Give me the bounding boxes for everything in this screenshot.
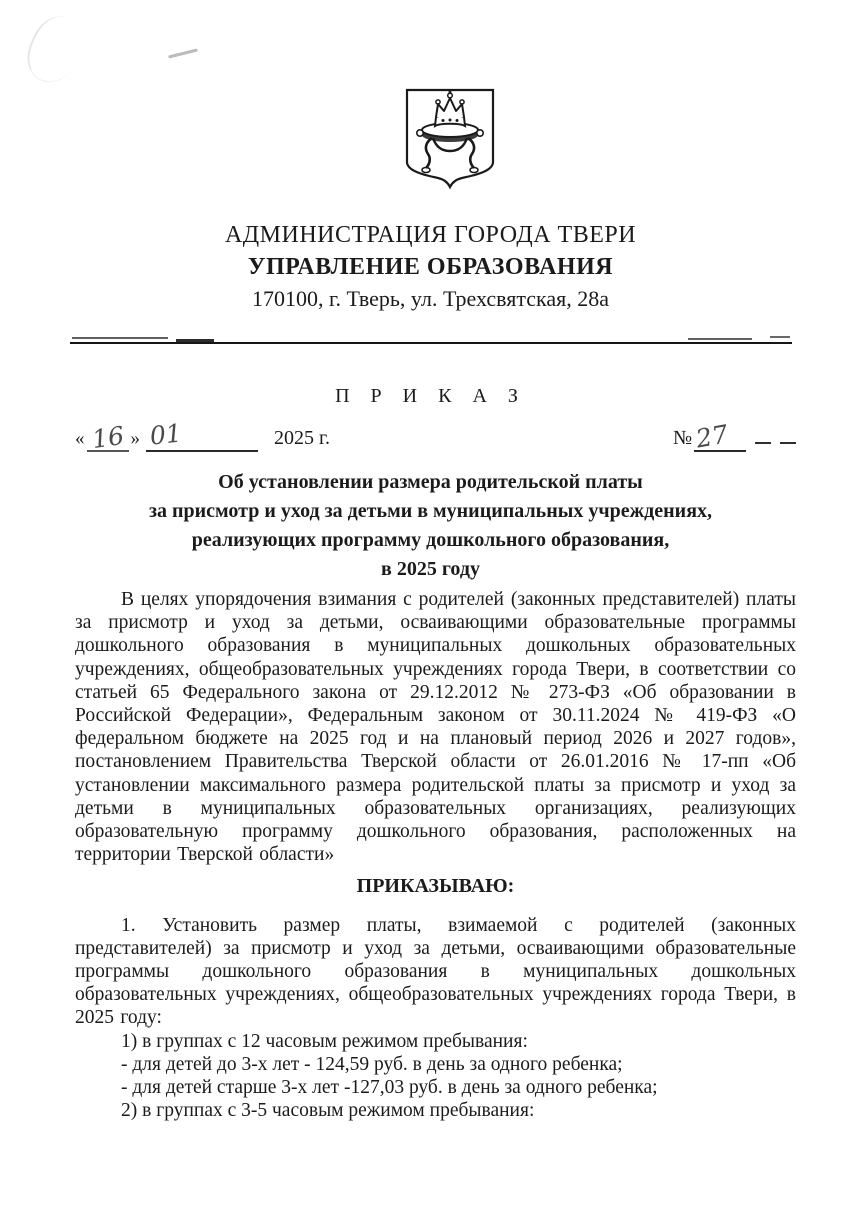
clause-1-subitem: 1) в группах с 12 часовым режимом пребывания: <box>121 1030 528 1052</box>
divider-scan-fragment <box>770 336 790 338</box>
clause-1-subitem: 2) в группах с 3-5 часовым режимом пребывания: <box>121 1100 535 1122</box>
preamble-paragraph: В целях упорядочения взимания с родителей (законных представителей) платы за присмотр и уход за детьми, осваивающими образовательные программы дошкольного образования в муниципальных дошкольных образовательных учреждениях, общеобразовательных учреждениях города Твери, в соответствии со статьей 65 Федерального закона от 29.12.2012 № 273-ФЗ «Об образовании в Российской Федерации», Федеральным законом от 30.11.2024 № 419-ФЗ «О федеральном бюджете на 2025 год и на плановый период 2026 и 2027 годов», постановлением Правительства Тверской области от 26.01.2016 № 17-пп «Об установлении максимального размера родительской платы за присмотр и уход за детьми в муниципальных образовательных организациях, реализующих образовательную программу дошкольного образования, расположенных на территории Тверской области» <box>75 589 796 866</box>
open-quote: « <box>75 428 85 449</box>
clause-1-paragraph: 1. Установить размер платы, взимаемой с родителей (законных представителей) за присмотр и уход за детьми, осваивающими образовательные программы дошкольного образования в муниципальных дошкольных образовательных учреждениях, общеобразовательных учреждениях города Твери, в 2025 году: <box>75 914 796 1029</box>
scan-smudge <box>18 8 93 91</box>
order-number-field <box>673 419 796 454</box>
number-sign: № <box>673 427 693 449</box>
handwritten-number: 27 <box>693 419 731 454</box>
letterhead-divider <box>70 342 792 344</box>
order-title-line: Об установлении размера родительской платы <box>218 471 643 493</box>
clause-1-subitem: - для детей до 3-х лет - 124,59 руб. в день за одного ребенка; <box>121 1053 623 1075</box>
order-title-line: в 2025 году <box>381 558 480 580</box>
divider-scan-fragment <box>72 337 168 339</box>
number-underline <box>693 419 746 454</box>
letterhead <box>0 222 861 312</box>
clause-1-subitem: - для детей старше 3-х лет -127,03 руб. в день за одного ребенка; <box>121 1077 658 1099</box>
handwritten-day: 16 <box>89 420 126 455</box>
day-underline <box>87 420 129 455</box>
number-underline-dash <box>780 434 796 444</box>
order-title <box>0 468 861 584</box>
order-title-line: за присмотр и уход за детьми в муниципальных учреждениях, <box>148 500 713 522</box>
month-underline <box>146 418 258 452</box>
organization-address: 170100, г. Тверь, ул. Трехсвятская, 28а <box>251 286 610 311</box>
order-body <box>75 588 796 1122</box>
resolution-word: ПРИКАЗЫВАЮ: <box>356 875 515 898</box>
number-underline-dash <box>755 434 771 444</box>
document-type-heading: П Р И К А З <box>335 385 526 407</box>
year-label: 2025 г. <box>274 427 330 449</box>
scan-smudge <box>168 48 198 58</box>
divider-scan-fragment <box>176 339 214 342</box>
close-quote: » <box>130 428 140 449</box>
divider-scan-fragment <box>688 338 752 340</box>
tver-coat-of-arms-icon <box>402 86 498 192</box>
organization-name: АДМИНИСТРАЦИЯ ГОРОДА ТВЕРИ <box>224 222 637 248</box>
date-and-number-row <box>75 418 810 464</box>
date-field <box>75 418 330 455</box>
handwritten-month: 01 <box>148 418 184 451</box>
order-title-line: реализующих программу дошкольного образования, <box>191 529 670 551</box>
department-name: УПРАВЛЕНИЕ ОБРАЗОВАНИЯ <box>247 254 614 280</box>
